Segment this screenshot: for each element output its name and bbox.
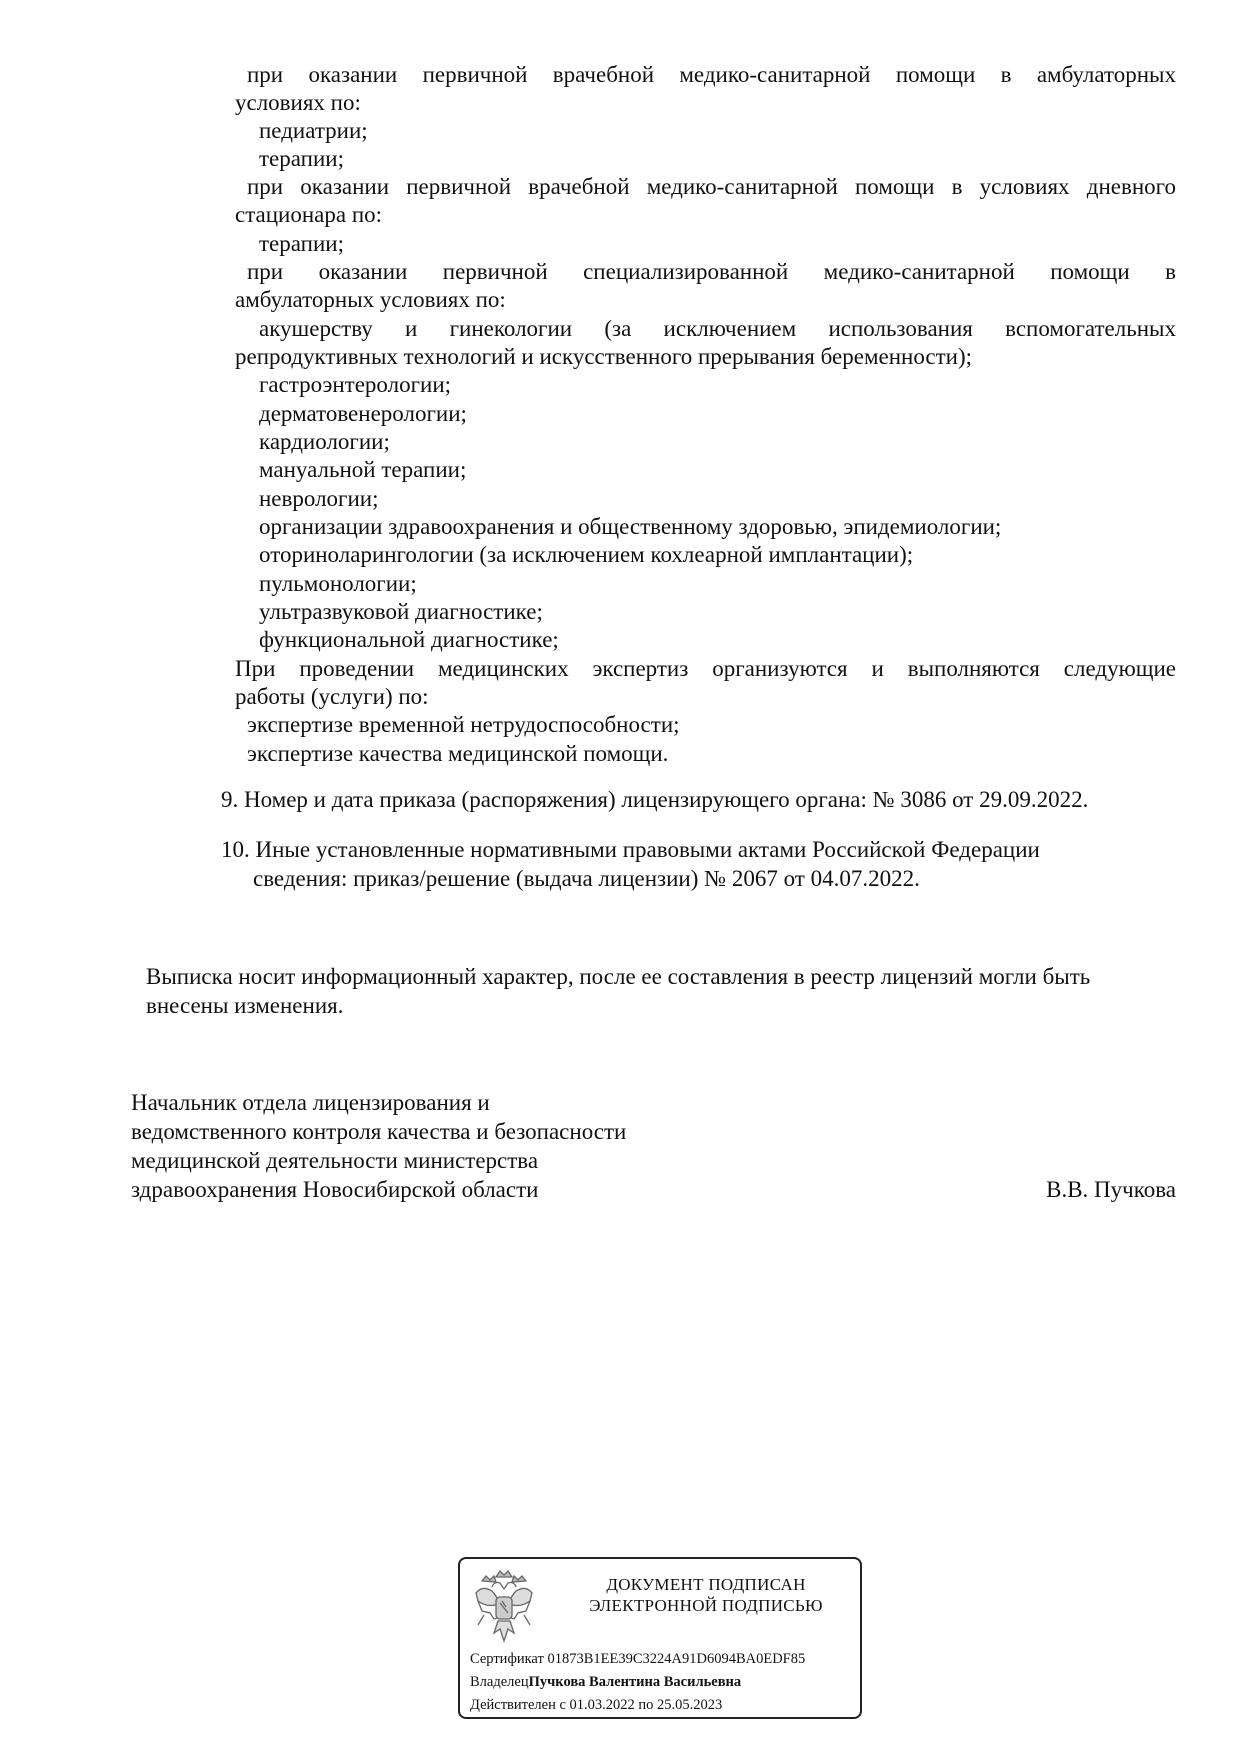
- stamp-title: ЭЛЕКТРОННОЙ ПОДПИСЬЮ: [589, 1596, 823, 1615]
- russian-coat-of-arms-icon: [472, 1567, 536, 1647]
- signatory-position: Начальник отдела лицензирования и: [131, 1090, 490, 1115]
- text-line: пульмонологии;: [259, 571, 417, 596]
- certificate-validity: Действителен с 01.03.2022 по 25.05.2023: [470, 1697, 723, 1713]
- text-line: экспертизе качества медицинской помощи.: [247, 741, 669, 766]
- text-line: неврологии;: [259, 486, 379, 511]
- text-line: амбулаторных условиях по:: [235, 287, 506, 312]
- disclaimer-note: внесены изменения.: [146, 993, 344, 1018]
- text-line: кардиологии;: [259, 429, 390, 454]
- text-line: оториноларингологии (за исключением кохлеарной имплантации);: [259, 542, 914, 567]
- text-line: функциональной диагностике;: [259, 627, 559, 652]
- disclaimer-note: Выписка носит информационный характер, после ее составления в реестр лицензий могли быть: [146, 964, 1091, 989]
- text-line: При проведении медицинских экспертиз организуются и выполняются следующие: [235, 656, 1176, 681]
- text-line: при оказании первичной специализированной медико-санитарной помощи в: [247, 259, 1176, 284]
- text-line: при оказании первичной врачебной медико-санитарной помощи в условиях дневного: [247, 174, 1176, 199]
- signatory-position: здравоохранения Новосибирской области: [131, 1177, 539, 1202]
- text-line: организации здравоохранения и общественному здоровью, эпидемиологии;: [259, 514, 1002, 539]
- text-line: терапии;: [259, 146, 344, 171]
- owner-name: Пучкова Валентина Васильевна: [528, 1674, 742, 1690]
- text-line: мануальной терапии;: [259, 457, 467, 482]
- item-10-continuation: сведения: приказ/решение (выдача лицензии) № 2067 от 04.07.2022.: [253, 866, 920, 891]
- text-line: педиатрии;: [259, 118, 368, 143]
- text-line: терапии;: [259, 231, 344, 256]
- text-line: акушерству и гинекологии (за исключением использования вспомогательных: [259, 316, 1176, 341]
- text-line: ультразвуковой диагностике;: [259, 599, 543, 624]
- signatory-name: В.В. Пучкова: [1046, 1177, 1176, 1202]
- electronic-signature-stamp: [458, 1557, 862, 1719]
- text-line: условиях по:: [235, 90, 361, 115]
- certificate-number: Сертификат 01873B1EE39C3224A91D6094BA0EDF85: [470, 1651, 806, 1667]
- text-line: репродуктивных технологий и искусственного прерывания беременности);: [235, 344, 973, 369]
- certificate-owner: [470, 1674, 741, 1691]
- item-10: 10. Иные установленные нормативными правовыми актами Российской Федерации: [221, 837, 1040, 862]
- item-9: 9. Номер и дата приказа (распоряжения) лицензирующего органа: № 3086 от 29.09.2022.: [221, 787, 1089, 812]
- signatory-position: медицинской деятельности министерства: [131, 1148, 539, 1173]
- owner-label: Владелец: [470, 1674, 529, 1690]
- text-line: работы (услуги) по:: [235, 684, 429, 709]
- text-line: дерматовенерологии;: [259, 401, 467, 426]
- text-line: при оказании первичной врачебной медико-санитарной помощи в амбулаторных: [247, 62, 1176, 87]
- text-line: экспертизе временной нетрудоспособности;: [247, 712, 680, 737]
- signatory-position: ведомственного контроля качества и безопасности: [131, 1119, 627, 1144]
- text-line: гастроэнтерологии;: [259, 372, 452, 397]
- text-line: стационара по:: [235, 202, 383, 227]
- stamp-title: ДОКУМЕНТ ПОДПИСАН: [606, 1575, 806, 1594]
